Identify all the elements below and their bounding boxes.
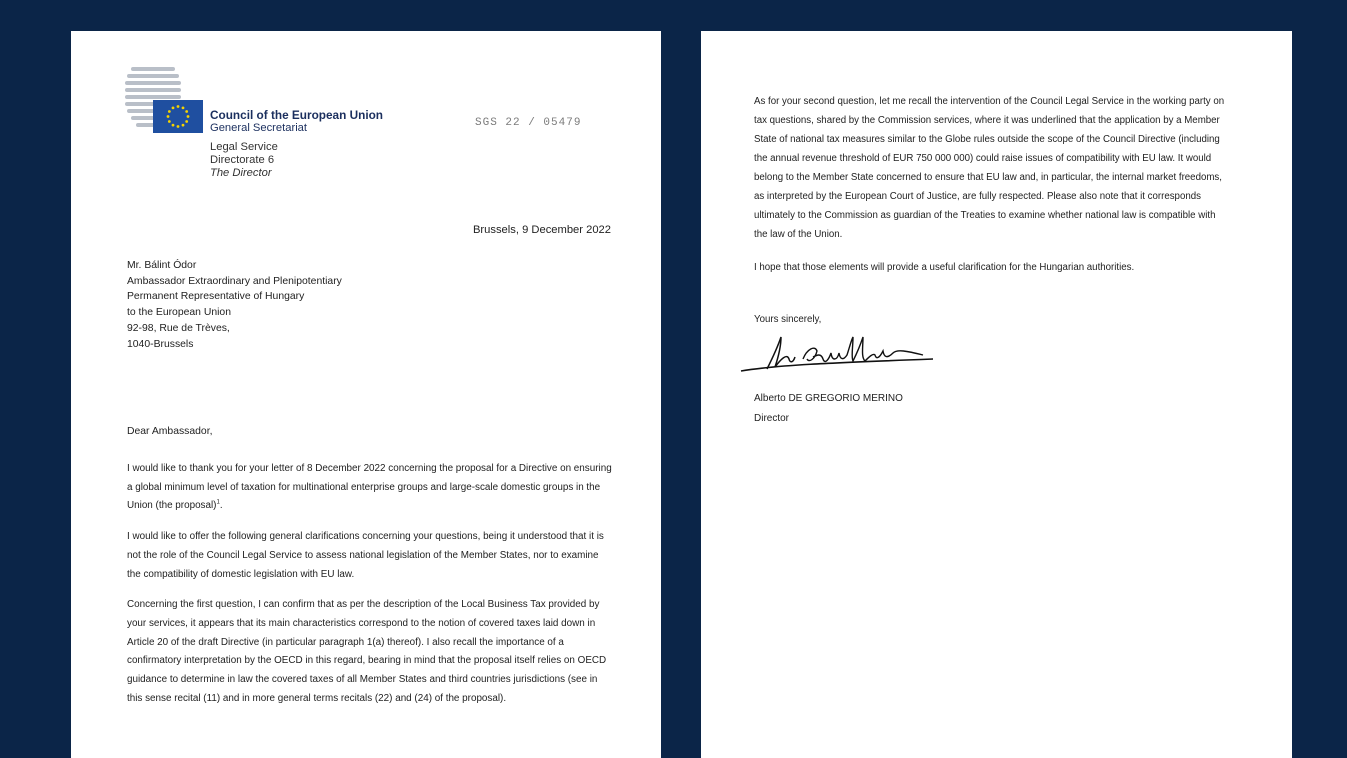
directorate: Directorate 6 bbox=[210, 154, 275, 166]
eu-star-icon bbox=[187, 115, 190, 118]
paragraph: I would like to offer the following general clarifications concerning your questions, being it understood that it is not the role of the Council Legal Service to assess national legislation of the Member States, nor to examine the compatibility of domestic legislation with EU law. bbox=[127, 531, 604, 580]
letter-page-2 bbox=[701, 31, 1292, 758]
address-line: to the European Union bbox=[127, 307, 231, 319]
org-name: Council of the European Union bbox=[210, 108, 384, 122]
eu-star-icon bbox=[172, 106, 175, 109]
reference-number: SGS 22 / 05479 bbox=[475, 117, 582, 129]
role-title: The Director bbox=[210, 167, 272, 179]
letter-body-page-1 bbox=[127, 460, 612, 720]
address-line: Permanent Representative of Hungary bbox=[127, 291, 305, 303]
eu-star-icon bbox=[185, 120, 188, 123]
eu-flag-icon bbox=[153, 100, 203, 133]
address-line: Mr. Bálint Ódor bbox=[127, 260, 197, 271]
eu-star-icon bbox=[168, 120, 171, 123]
letter-body-page-2 bbox=[754, 92, 1229, 291]
eu-star-icon bbox=[185, 110, 188, 113]
eu-star-icon bbox=[182, 124, 185, 127]
footnote-marker: 1 bbox=[216, 500, 220, 507]
paragraph: I hope that those elements will provide a useful clarification for the Hungarian authorities. bbox=[754, 262, 1135, 273]
address-line: Ambassador Extraordinary and Plenipotentiary bbox=[127, 275, 342, 287]
eu-star-icon bbox=[167, 115, 170, 118]
recipient-address bbox=[127, 258, 342, 352]
council-logo bbox=[125, 67, 205, 133]
eu-star-icon bbox=[177, 125, 180, 128]
signer-name: Alberto DE GREGORIO MERINO bbox=[754, 393, 903, 404]
closing: Yours sincerely, bbox=[754, 314, 822, 325]
paragraph: Concerning the first question, I can confirm that as per the description of the Local Business Tax provided by your services, it appears that its main characteristics correspond to the notion of covered taxes laid down in Article 20 of the draft Directive (in particular paragraph 1(a) thereof). I also recall the importance of a confirmatory interpretation by the OECD in this regard, bearing in mind that the proposal itself relies on OECD guidance to determine in law the covered taxes of all Member States and third countries jurisdictions (see in this sense recital (11) and in more general terms recitals (22) and (24) of the proposal). bbox=[127, 599, 607, 704]
org-subtitle: General Secretariat bbox=[210, 122, 308, 134]
letterhead bbox=[210, 109, 383, 180]
salutation: Dear Ambassador, bbox=[127, 426, 213, 437]
paragraph: As for your second question, let me recall the intervention of the Council Legal Service in the working party on tax questions, shared by the Commission services, where it was underlined that the application by a Member State of national tax measures similar to the Globe rules outside the scope of the Council Directive (including the annual revenue threshold of EUR 750 000 000) could raise issues of compatibility with EU law. It would belong to the Member State concerned to ensure that EU law and, in particular, the internal market freedoms, as interpreted by the European Court of Justice, are fully respected. Please also note that it corresponds ultimately to the Commission as guardian of the Treaties to examine whether national law is compatible with the law of the Union. bbox=[754, 96, 1225, 240]
letter-page-1 bbox=[71, 31, 661, 758]
signer-block bbox=[754, 389, 903, 429]
eu-star-icon bbox=[177, 105, 180, 108]
signer-title: Director bbox=[754, 413, 790, 424]
address-line: 1040-Brussels bbox=[127, 338, 194, 350]
eu-star-icon bbox=[172, 124, 175, 127]
letter-date: Brussels, 9 December 2022 bbox=[472, 224, 611, 236]
address-line: 92-98, Rue de Trèves, bbox=[127, 322, 230, 334]
eu-star-icon bbox=[182, 106, 185, 109]
eu-star-icon bbox=[168, 110, 171, 113]
department: Legal Service bbox=[210, 141, 278, 153]
handwritten-signature bbox=[737, 329, 937, 379]
paragraph: I would like to thank you for your letter of 8 December 2022 concerning the proposal for a Directive on ensuring a global minimum level of taxation for multinational enterprise groups and large-scale domestic groups in the Union (the proposal)$^1$. bbox=[127, 463, 612, 512]
